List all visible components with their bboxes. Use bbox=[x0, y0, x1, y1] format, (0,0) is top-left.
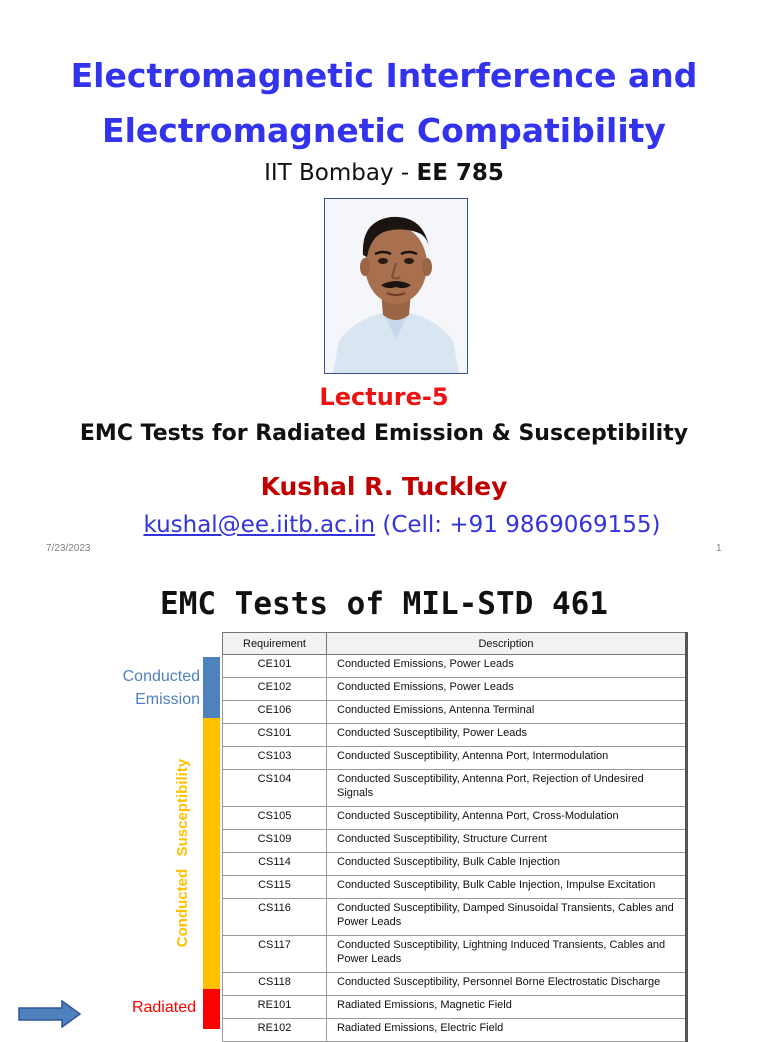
header-description: Description bbox=[327, 633, 687, 655]
requirement-code: CE106 bbox=[223, 701, 327, 724]
table-row bbox=[223, 770, 687, 807]
course-line bbox=[0, 160, 768, 186]
requirement-code: CS101 bbox=[223, 724, 327, 747]
requirement-code: CS103 bbox=[223, 747, 327, 770]
requirement-description: Conducted Emissions, Power Leads bbox=[327, 678, 687, 701]
conducted-susceptibility-bar bbox=[203, 718, 220, 989]
conducted-susceptibility-label: Conducted Susceptibility bbox=[174, 758, 191, 948]
table-row bbox=[223, 807, 687, 830]
requirement-code: CS104 bbox=[223, 770, 327, 807]
slide-date: 7/23/2023 bbox=[46, 543, 91, 554]
requirement-code: CS105 bbox=[223, 807, 327, 830]
requirement-code: CS118 bbox=[223, 973, 327, 996]
conducted-emission-label bbox=[90, 665, 200, 711]
requirement-description: Radiated Emissions, Electric Field bbox=[327, 1019, 687, 1042]
table-row bbox=[223, 655, 687, 678]
author-name: Kushal R. Tuckley bbox=[260, 472, 508, 501]
slide-title-line1: Electromagnetic Interference and bbox=[70, 56, 698, 95]
table-row bbox=[223, 1019, 687, 1042]
table-row bbox=[223, 876, 687, 899]
requirement-code: RE102 bbox=[223, 1019, 327, 1042]
requirement-code: RE101 bbox=[223, 996, 327, 1019]
lecture-number: Lecture-5 bbox=[319, 383, 449, 411]
slide-page-number: 1 bbox=[716, 543, 722, 554]
conducted-emission-bar bbox=[203, 657, 220, 718]
requirement-description: Conducted Susceptibility, Bulk Cable Injection bbox=[327, 853, 687, 876]
slide-title-line2: Electromagnetic Compatibility bbox=[102, 111, 666, 150]
conducted-emission-label-line1: Conducted bbox=[122, 668, 200, 685]
requirements-table bbox=[222, 632, 688, 1042]
table-row bbox=[223, 936, 687, 973]
requirement-code: CS117 bbox=[223, 936, 327, 973]
requirement-description: Conducted Susceptibility, Damped Sinusoidal Transients, Cables and Power Leads bbox=[327, 899, 687, 936]
requirement-description: Conducted Susceptibility, Antenna Port, Cross-Modulation bbox=[327, 807, 687, 830]
contact-line bbox=[18, 512, 768, 538]
requirement-description: Conducted Susceptibility, Structure Current bbox=[327, 830, 687, 853]
requirement-description: Conducted Susceptibility, Antenna Port, Rejection of Undesired Signals bbox=[327, 770, 687, 807]
table-row bbox=[223, 701, 687, 724]
requirement-description: Radiated Emissions, Magnetic Field bbox=[327, 996, 687, 1019]
slide2-title: EMC Tests of MIL-STD 461 bbox=[160, 586, 608, 622]
conducted-emission-label-line2: Emission bbox=[135, 691, 200, 708]
email-link[interactable]: kushal@ee.iitb.ac.in bbox=[143, 512, 376, 538]
course-code: EE 785 bbox=[416, 160, 504, 186]
requirement-code: CS114 bbox=[223, 853, 327, 876]
lecture-topic: EMC Tests for Radiated Emission & Susceptibility bbox=[79, 421, 689, 446]
table-header-row bbox=[223, 633, 687, 655]
radiated-bar bbox=[203, 989, 220, 1029]
table-row bbox=[223, 724, 687, 747]
radiated-label: Radiated bbox=[131, 999, 196, 1016]
cell-number: (Cell: +91 9869069155) bbox=[375, 512, 661, 538]
table-row bbox=[223, 996, 687, 1019]
requirement-description: Conducted Susceptibility, Personnel Borne Electrostatic Discharge bbox=[327, 973, 687, 996]
table-row bbox=[223, 899, 687, 936]
requirement-code: CS115 bbox=[223, 876, 327, 899]
speaker-photo bbox=[324, 198, 468, 374]
mil-std-slide bbox=[0, 562, 768, 1034]
requirement-description: Conducted Susceptibility, Lightning Induced Transients, Cables and Power Leads bbox=[327, 936, 687, 973]
table-row bbox=[223, 853, 687, 876]
requirement-description: Conducted Emissions, Power Leads bbox=[327, 655, 687, 678]
table-row bbox=[223, 678, 687, 701]
institute-label: IIT Bombay - bbox=[264, 160, 417, 186]
table-row bbox=[223, 830, 687, 853]
requirement-description: Conducted Susceptibility, Power Leads bbox=[327, 724, 687, 747]
requirement-description: Conducted Emissions, Antenna Terminal bbox=[327, 701, 687, 724]
requirement-code: CS116 bbox=[223, 899, 327, 936]
requirement-description: Conducted Susceptibility, Antenna Port, Intermodulation bbox=[327, 747, 687, 770]
table-row bbox=[223, 973, 687, 996]
requirement-code: CS109 bbox=[223, 830, 327, 853]
table-row bbox=[223, 747, 687, 770]
header-requirement: Requirement bbox=[223, 633, 327, 655]
requirement-code: CE101 bbox=[223, 655, 327, 678]
requirement-code: CE102 bbox=[223, 678, 327, 701]
speaker-portrait-image bbox=[325, 199, 467, 373]
requirement-description: Conducted Susceptibility, Bulk Cable Injection, Impulse Excitation bbox=[327, 876, 687, 899]
